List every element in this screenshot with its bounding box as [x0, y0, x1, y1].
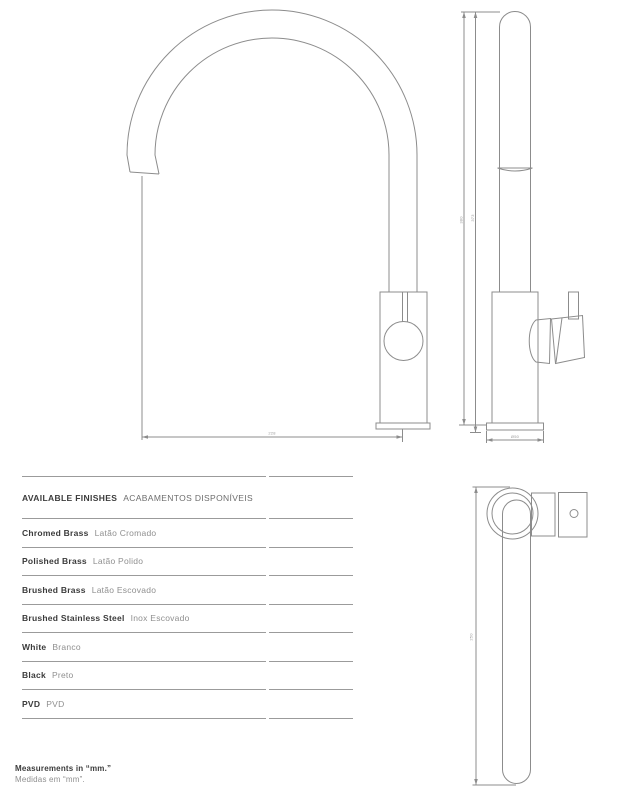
faucet-body-side	[492, 292, 538, 423]
arrowhead-left	[142, 435, 148, 439]
finish-row-chromed-brass	[22, 519, 353, 548]
arrowhead-bottom-2	[474, 427, 478, 433]
finish-row-polished-brass	[22, 548, 353, 577]
finish-name-pt: PVD	[46, 698, 65, 709]
measurements-note	[15, 763, 111, 785]
length-dimension-label: 250	[468, 633, 474, 641]
finish-name-en: PVD	[22, 698, 41, 709]
handle-stick	[569, 292, 579, 319]
arrowhead-base-left	[487, 438, 493, 442]
finish-name-pt: Branco	[52, 641, 81, 652]
measurements-note-en: Measurements in “mm.”	[15, 764, 112, 773]
side-view-drawing	[459, 12, 585, 444]
front-view-drawing	[127, 10, 430, 442]
finish-name-en: White	[22, 641, 47, 652]
finish-name-en: Black	[22, 670, 46, 681]
faucet-body-front	[380, 292, 427, 423]
arrowhead-right	[397, 435, 403, 439]
reach-dimension-label: 228	[268, 430, 276, 436]
finish-row-brushed-stainless-steel	[22, 605, 353, 634]
spout-arch-outer	[127, 10, 417, 292]
finish-name-pt: Inox Escovado	[130, 613, 190, 624]
finish-name-en: Brushed Stainless Steel	[22, 613, 125, 624]
table-column-divider-gap	[266, 474, 269, 722]
spout-arch-inner	[155, 38, 389, 292]
finish-row-brushed-brass	[22, 576, 353, 605]
finishes-header-row	[22, 477, 353, 519]
handle-hole	[570, 510, 578, 518]
body-slot	[403, 292, 408, 322]
measurements-note-pt: Medidas em “mm”.	[15, 775, 85, 784]
spout-tip	[130, 172, 159, 174]
spout-collar	[498, 168, 533, 171]
finish-name-pt: Latão Escovado	[91, 584, 157, 595]
finish-name-en: Polished Brass	[22, 556, 87, 567]
body-circle-inner	[492, 493, 533, 534]
arrowhead-top-1	[462, 12, 466, 18]
top-view-drawing	[469, 487, 588, 785]
finish-name-en: Brushed Brass	[22, 584, 86, 595]
available-finishes-table	[22, 476, 353, 719]
handle-connector-top-view	[532, 493, 556, 536]
finish-row-white	[22, 633, 353, 662]
arrowhead-base-right	[538, 438, 544, 442]
arrowhead-top-2	[474, 12, 478, 18]
finish-name-en: Chromed Brass	[22, 527, 89, 538]
spout-column-side	[500, 12, 531, 293]
handle-pivot	[529, 319, 550, 364]
finishes-header-pt: ACABAMENTOS DISPONÍVEIS	[123, 492, 254, 503]
arrowhead-length-top	[474, 487, 478, 493]
spout-capsule-top-view	[503, 500, 531, 784]
finish-name-pt: Latão Cromado	[94, 527, 157, 538]
finish-row-black	[22, 662, 353, 691]
base-dimension-label: Ø50	[510, 434, 520, 439]
base-plate-front	[376, 423, 430, 429]
handle-plate-top-view	[559, 493, 588, 538]
base-plate-side	[487, 423, 544, 430]
finish-name-pt: Preto	[51, 670, 74, 681]
height-dimension-label-inner: 373	[470, 214, 475, 222]
arrowhead-bottom-1	[462, 419, 466, 425]
knob-circle	[384, 322, 423, 361]
height-dimension-label-outer: 380	[458, 216, 464, 224]
handle-plate-crease	[556, 318, 562, 363]
arrowhead-length-bottom	[474, 779, 478, 785]
finish-name-pt: Latão Polido	[92, 556, 144, 567]
finish-row-pvd	[22, 690, 353, 719]
finishes-header-en: AVAILABLE FINISHES	[22, 492, 118, 503]
